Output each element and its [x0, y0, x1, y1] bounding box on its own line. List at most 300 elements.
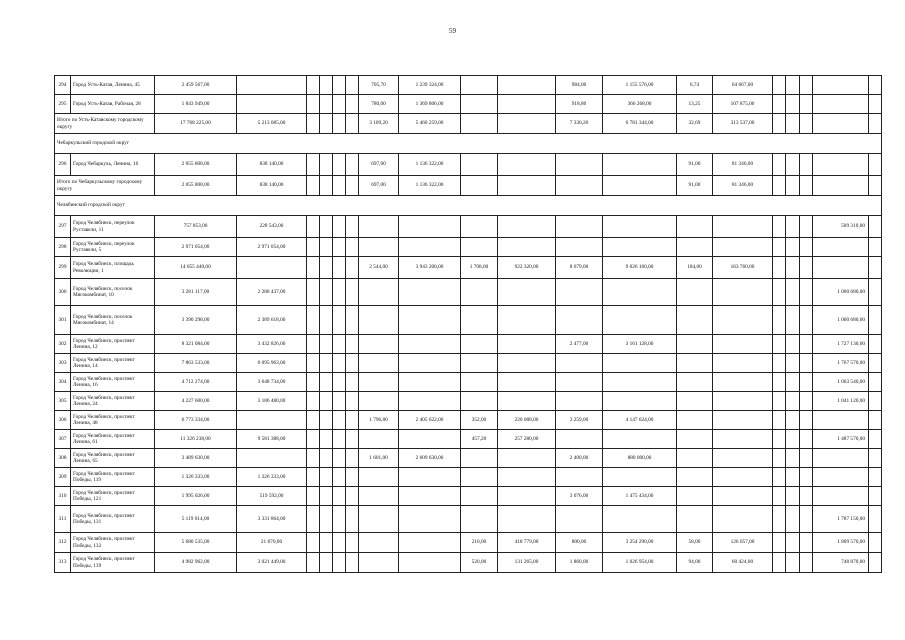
empty-cell — [786, 176, 800, 196]
total-cost-cell: 3 489 630,00 — [155, 449, 237, 468]
foundation-volume-cell — [461, 216, 498, 238]
empty-cell — [346, 553, 359, 573]
empty-cell — [320, 279, 333, 306]
empty-cell — [773, 533, 786, 553]
roof-cost-cell: 519 592,00 — [237, 487, 307, 506]
empty-cell — [773, 95, 786, 114]
basement-cost-cell — [713, 354, 773, 373]
basement-area-cell: 6,74 — [677, 76, 713, 95]
empty-cell — [786, 553, 800, 573]
table-row — [55, 373, 882, 392]
basement-cost-cell — [713, 392, 773, 411]
foundation-volume-cell — [461, 506, 498, 533]
address-cell: Город Челябинск, проспект Победы, 121 — [71, 487, 155, 506]
total-cost-cell: 2 971 054,00 — [155, 238, 237, 257]
row-number: 296 — [55, 154, 71, 176]
empty-cell — [333, 216, 346, 238]
empty-cell — [320, 154, 333, 176]
empty-cell — [307, 373, 320, 392]
roof-cost-cell: 3 432 826,00 — [237, 335, 307, 354]
empty-cell — [786, 114, 800, 134]
roof-repair-cost-cell — [603, 392, 677, 411]
facade-cost-cell — [399, 306, 461, 335]
elevator-cost-cell — [813, 114, 869, 134]
roof-area-cell — [556, 154, 603, 176]
facade-area-cell — [359, 392, 399, 411]
basement-cost-cell: 107 875,00 — [713, 95, 773, 114]
empty-cell — [800, 216, 813, 238]
empty-cell — [333, 114, 346, 134]
empty-cell — [869, 257, 882, 279]
roof-repair-cost-cell: 366 268,00 — [603, 95, 677, 114]
foundation-volume-cell — [461, 373, 498, 392]
elevator-cost-cell: 748 870,00 — [813, 553, 869, 573]
empty-cell — [346, 114, 359, 134]
address-cell: Город Челябинск, проспект Ленина, 14 — [71, 354, 155, 373]
roof-repair-cost-cell — [603, 279, 677, 306]
empty-cell — [346, 449, 359, 468]
empty-cell — [773, 430, 786, 449]
roof-repair-cost-cell: 3 254 290,00 — [603, 533, 677, 553]
table-row — [55, 238, 882, 257]
facade-cost-cell: 5 460 259,00 — [399, 114, 461, 134]
basement-area-cell — [677, 411, 713, 430]
roof-area-cell — [556, 392, 603, 411]
empty-cell — [786, 257, 800, 279]
basement-cost-cell: 81 346,00 — [713, 176, 773, 196]
foundation-cost-cell — [498, 95, 556, 114]
address-cell: Город Челябинск, поселок Мясокомбинат, 14 — [71, 306, 155, 335]
roof-repair-cost-cell — [603, 154, 677, 176]
foundation-volume-cell: 1 708,00 — [461, 257, 498, 279]
roof-cost-cell — [237, 76, 307, 95]
roof-cost-cell: 838 140,00 — [237, 154, 307, 176]
basement-area-cell — [677, 335, 713, 354]
table-row — [55, 468, 882, 487]
row-number: 307 — [55, 430, 71, 449]
basement-area-cell: 91,00 — [677, 176, 713, 196]
facade-area-cell — [359, 553, 399, 573]
roof-cost-cell: 2 280 437,00 — [237, 279, 307, 306]
empty-cell — [333, 373, 346, 392]
table-row — [55, 392, 882, 411]
empty-cell — [773, 306, 786, 335]
empty-cell — [800, 279, 813, 306]
basement-area-cell — [677, 487, 713, 506]
empty-cell — [346, 430, 359, 449]
address-cell: Город Усть-Катав, Рабочая, 28 — [71, 95, 155, 114]
basement-area-cell — [677, 279, 713, 306]
facade-area-cell — [359, 487, 399, 506]
roof-cost-cell — [237, 411, 307, 430]
roof-repair-cost-cell — [603, 430, 677, 449]
empty-cell — [800, 176, 813, 196]
basement-area-cell — [677, 238, 713, 257]
total-cost-cell: 11 326 238,00 — [155, 430, 237, 449]
facade-area-cell — [359, 238, 399, 257]
foundation-cost-cell: 131 265,00 — [498, 553, 556, 573]
row-number: 300 — [55, 279, 71, 306]
foundation-cost-cell — [498, 238, 556, 257]
empty-cell — [773, 279, 786, 306]
table-row — [55, 487, 882, 506]
roof-cost-cell: 2 971 054,00 — [237, 238, 307, 257]
empty-cell — [320, 354, 333, 373]
address-cell: Город Челябинск, поселок Мясокомбинат, 10 — [71, 279, 155, 306]
empty-cell — [346, 354, 359, 373]
row-number: 305 — [55, 392, 71, 411]
section-label: Челябинский городской округ — [55, 196, 882, 216]
elevator-cost-cell — [813, 238, 869, 257]
roof-cost-cell: 3 331 864,00 — [237, 506, 307, 533]
total-cost-cell: 1 843 949,00 — [155, 95, 237, 114]
empty-cell — [333, 533, 346, 553]
empty-cell — [320, 449, 333, 468]
roof-area-cell: 8 679,00 — [556, 257, 603, 279]
foundation-volume-cell: 352,00 — [461, 411, 498, 430]
roof-area-cell — [556, 506, 603, 533]
foundation-volume-cell — [461, 449, 498, 468]
empty-cell — [307, 430, 320, 449]
empty-cell — [773, 238, 786, 257]
empty-cell — [869, 76, 882, 95]
total-cost-cell: 4 712 274,00 — [155, 373, 237, 392]
basement-cost-cell: 81 346,00 — [713, 154, 773, 176]
roof-area-cell: 984,00 — [556, 76, 603, 95]
empty-cell — [333, 279, 346, 306]
basement-cost-cell — [713, 279, 773, 306]
empty-cell — [320, 533, 333, 553]
empty-cell — [307, 449, 320, 468]
roof-repair-cost-cell: 9 026 160,00 — [603, 257, 677, 279]
elevator-cost-cell: 1 000 680,00 — [813, 306, 869, 335]
empty-cell — [773, 154, 786, 176]
facade-area-cell — [359, 373, 399, 392]
table-row — [55, 354, 882, 373]
table-row — [55, 506, 882, 533]
total-cost-cell: 1 995 026,00 — [155, 487, 237, 506]
capital-repair-table — [54, 75, 882, 573]
address-cell: Город Челябинск, проспект Ленина, 61 — [71, 430, 155, 449]
empty-cell — [786, 449, 800, 468]
basement-area-cell: 184,00 — [677, 257, 713, 279]
empty-cell — [786, 279, 800, 306]
empty-cell — [333, 95, 346, 114]
empty-cell — [320, 411, 333, 430]
total-cost-cell: 4 227 600,00 — [155, 392, 237, 411]
roof-repair-cost-cell — [603, 354, 677, 373]
empty-cell — [800, 335, 813, 354]
facade-cost-cell — [399, 279, 461, 306]
facade-area-cell: 3 109,20 — [359, 114, 399, 134]
facade-area-cell — [359, 533, 399, 553]
empty-cell — [320, 176, 333, 196]
table-row — [55, 430, 882, 449]
elevator-cost-cell — [813, 176, 869, 196]
basement-area-cell — [677, 354, 713, 373]
roof-area-cell — [556, 279, 603, 306]
empty-cell — [800, 114, 813, 134]
page-number: 59 — [449, 27, 456, 35]
empty-cell — [320, 335, 333, 354]
empty-cell — [800, 533, 813, 553]
total-cost-cell: 757 853,00 — [155, 216, 237, 238]
foundation-volume-cell — [461, 95, 498, 114]
table-row — [55, 279, 882, 306]
empty-cell — [786, 430, 800, 449]
foundation-volume-cell — [461, 238, 498, 257]
facade-cost-cell — [399, 354, 461, 373]
empty-cell — [333, 553, 346, 573]
table-row — [55, 449, 882, 468]
elevator-cost-cell: 1 487 570,00 — [813, 430, 869, 449]
empty-cell — [773, 449, 786, 468]
roof-cost-cell: 2 389 618,00 — [237, 306, 307, 335]
facade-area-cell — [359, 354, 399, 373]
elevator-cost-cell: 1 787 150,00 — [813, 506, 869, 533]
facade-cost-cell — [399, 392, 461, 411]
address-cell: Город Челябинск, проспект Ленина, 12 — [71, 335, 155, 354]
empty-cell — [307, 154, 320, 176]
address-cell: Город Челябинск, проспект Победы, 132 — [71, 533, 155, 553]
empty-cell — [346, 373, 359, 392]
row-number: 306 — [55, 411, 71, 430]
empty-cell — [786, 335, 800, 354]
row-number: 295 — [55, 95, 71, 114]
roof-cost-cell — [237, 257, 307, 279]
empty-cell — [800, 257, 813, 279]
basement-cost-cell — [713, 373, 773, 392]
table-row — [55, 335, 882, 354]
foundation-cost-cell — [498, 154, 556, 176]
facade-cost-cell — [399, 506, 461, 533]
row-number: 311 — [55, 506, 71, 533]
total-cost-cell: 3 281 117,00 — [155, 279, 237, 306]
address-cell: Город Челябинск, проспект Ленина, 16 — [71, 373, 155, 392]
foundation-cost-cell — [498, 506, 556, 533]
empty-cell — [346, 95, 359, 114]
table-row — [55, 306, 882, 335]
empty-cell — [333, 238, 346, 257]
subtotal-row — [55, 176, 882, 196]
empty-cell — [773, 411, 786, 430]
foundation-cost-cell — [498, 392, 556, 411]
facade-area-cell — [359, 306, 399, 335]
empty-cell — [800, 506, 813, 533]
facade-cost-cell — [399, 216, 461, 238]
empty-cell — [773, 216, 786, 238]
address-cell: Город Челябинск, проспект Победы, 139 — [71, 553, 155, 573]
total-cost-cell: 3 390 298,00 — [155, 306, 237, 335]
row-number: 299 — [55, 257, 71, 279]
basement-area-cell — [677, 392, 713, 411]
total-cost-cell: 17 768 225,00 — [155, 114, 237, 134]
empty-cell — [307, 553, 320, 573]
empty-cell — [307, 176, 320, 196]
roof-cost-cell: 3 021 449,00 — [237, 553, 307, 573]
table-row — [55, 76, 882, 95]
total-cost-cell: 2 459 567,00 — [155, 76, 237, 95]
empty-cell — [869, 533, 882, 553]
elevator-cost-cell — [813, 487, 869, 506]
elevator-cost-cell: 1 063 540,00 — [813, 373, 869, 392]
roof-area-cell — [556, 306, 603, 335]
row-number: 308 — [55, 449, 71, 468]
foundation-volume-cell — [461, 306, 498, 335]
empty-cell — [786, 506, 800, 533]
total-cost-cell: 6 773 334,00 — [155, 411, 237, 430]
roof-cost-cell: 5 213 085,00 — [237, 114, 307, 134]
empty-cell — [869, 238, 882, 257]
basement-cost-cell — [713, 487, 773, 506]
empty-cell — [869, 279, 882, 306]
empty-cell — [333, 257, 346, 279]
empty-cell — [869, 449, 882, 468]
empty-cell — [786, 373, 800, 392]
roof-cost-cell: 21 870,00 — [237, 533, 307, 553]
row-number: 298 — [55, 238, 71, 257]
row-number: 312 — [55, 533, 71, 553]
facade-cost-cell — [399, 468, 461, 487]
empty-cell — [307, 238, 320, 257]
roof-area-cell — [556, 176, 603, 196]
empty-cell — [786, 487, 800, 506]
basement-area-cell: 13,25 — [677, 95, 713, 114]
empty-cell — [346, 257, 359, 279]
foundation-cost-cell: 220 088,00 — [498, 411, 556, 430]
foundation-volume-cell — [461, 279, 498, 306]
total-cost-cell: 4 982 962,00 — [155, 553, 237, 573]
empty-cell — [320, 392, 333, 411]
roof-area-cell — [556, 430, 603, 449]
basement-area-cell — [677, 373, 713, 392]
empty-cell — [307, 216, 320, 238]
total-cost-cell: 14 055 440,00 — [155, 257, 237, 279]
roof-cost-cell: 228 543,00 — [237, 216, 307, 238]
empty-cell — [346, 392, 359, 411]
foundation-cost-cell: 922 320,00 — [498, 257, 556, 279]
empty-cell — [346, 154, 359, 176]
empty-cell — [346, 468, 359, 487]
elevator-cost-cell: 1 809 570,00 — [813, 533, 869, 553]
roof-area-cell — [556, 468, 603, 487]
empty-cell — [800, 95, 813, 114]
empty-cell — [346, 411, 359, 430]
foundation-cost-cell — [498, 114, 556, 134]
empty-cell — [320, 76, 333, 95]
roof-area-cell: 7 330,20 — [556, 114, 603, 134]
foundation-volume-cell — [461, 487, 498, 506]
table-row — [55, 95, 882, 114]
roof-area-cell: 1 860,00 — [556, 553, 603, 573]
roof-repair-cost-cell — [603, 238, 677, 257]
basement-cost-cell — [713, 216, 773, 238]
empty-cell — [773, 487, 786, 506]
empty-cell — [307, 468, 320, 487]
empty-cell — [307, 533, 320, 553]
roof-area-cell: 800,00 — [556, 533, 603, 553]
empty-cell — [800, 306, 813, 335]
empty-cell — [800, 553, 813, 573]
empty-cell — [869, 216, 882, 238]
roof-area-cell: 2 477,00 — [556, 335, 603, 354]
row-number: 310 — [55, 487, 71, 506]
foundation-cost-cell — [498, 373, 556, 392]
facade-cost-cell: 2 405 622,00 — [399, 411, 461, 430]
empty-cell — [773, 553, 786, 573]
foundation-cost-cell — [498, 76, 556, 95]
foundation-volume-cell: 210,00 — [461, 533, 498, 553]
empty-cell — [786, 95, 800, 114]
empty-cell — [333, 468, 346, 487]
empty-cell — [869, 176, 882, 196]
basement-cost-cell — [713, 506, 773, 533]
foundation-volume-cell — [461, 76, 498, 95]
facade-cost-cell: 1 239 324,00 — [399, 76, 461, 95]
empty-cell — [869, 468, 882, 487]
address-cell: Город Челябинск, площадь Революции, 1 — [71, 257, 155, 279]
empty-cell — [333, 411, 346, 430]
foundation-cost-cell — [498, 468, 556, 487]
roof-cost-cell: 3 186 480,00 — [237, 392, 307, 411]
empty-cell — [346, 335, 359, 354]
empty-cell — [800, 373, 813, 392]
empty-cell — [869, 506, 882, 533]
empty-cell — [307, 506, 320, 533]
roof-area-cell — [556, 354, 603, 373]
basement-cost-cell: 64 667,00 — [713, 76, 773, 95]
facade-area-cell — [359, 506, 399, 533]
empty-cell — [800, 449, 813, 468]
table-row — [55, 154, 882, 176]
empty-cell — [869, 553, 882, 573]
empty-cell — [786, 354, 800, 373]
section-header-row — [55, 134, 882, 154]
facade-cost-cell — [399, 533, 461, 553]
facade-area-cell — [359, 468, 399, 487]
row-number: 304 — [55, 373, 71, 392]
facade-area-cell — [359, 430, 399, 449]
empty-cell — [869, 487, 882, 506]
empty-cell — [333, 335, 346, 354]
foundation-cost-cell — [498, 335, 556, 354]
facade-cost-cell — [399, 487, 461, 506]
empty-cell — [320, 373, 333, 392]
basement-area-cell — [677, 506, 713, 533]
foundation-cost-cell — [498, 176, 556, 196]
basement-area-cell — [677, 430, 713, 449]
foundation-volume-cell — [461, 392, 498, 411]
elevator-cost-cell — [813, 76, 869, 95]
foundation-volume-cell — [461, 114, 498, 134]
empty-cell — [346, 216, 359, 238]
table-row — [55, 257, 882, 279]
empty-cell — [320, 468, 333, 487]
facade-cost-cell — [399, 430, 461, 449]
elevator-cost-cell — [813, 411, 869, 430]
empty-cell — [800, 411, 813, 430]
address-cell: Город Челябинск, проспект Победы, 131 — [71, 506, 155, 533]
facade-cost-cell: 1 369 806,00 — [399, 95, 461, 114]
empty-cell — [773, 392, 786, 411]
empty-cell — [800, 392, 813, 411]
empty-cell — [333, 306, 346, 335]
roof-area-cell — [556, 238, 603, 257]
roof-area-cell: 3 076,00 — [556, 487, 603, 506]
facade-area-cell — [359, 216, 399, 238]
row-number: 297 — [55, 216, 71, 238]
empty-cell — [786, 154, 800, 176]
